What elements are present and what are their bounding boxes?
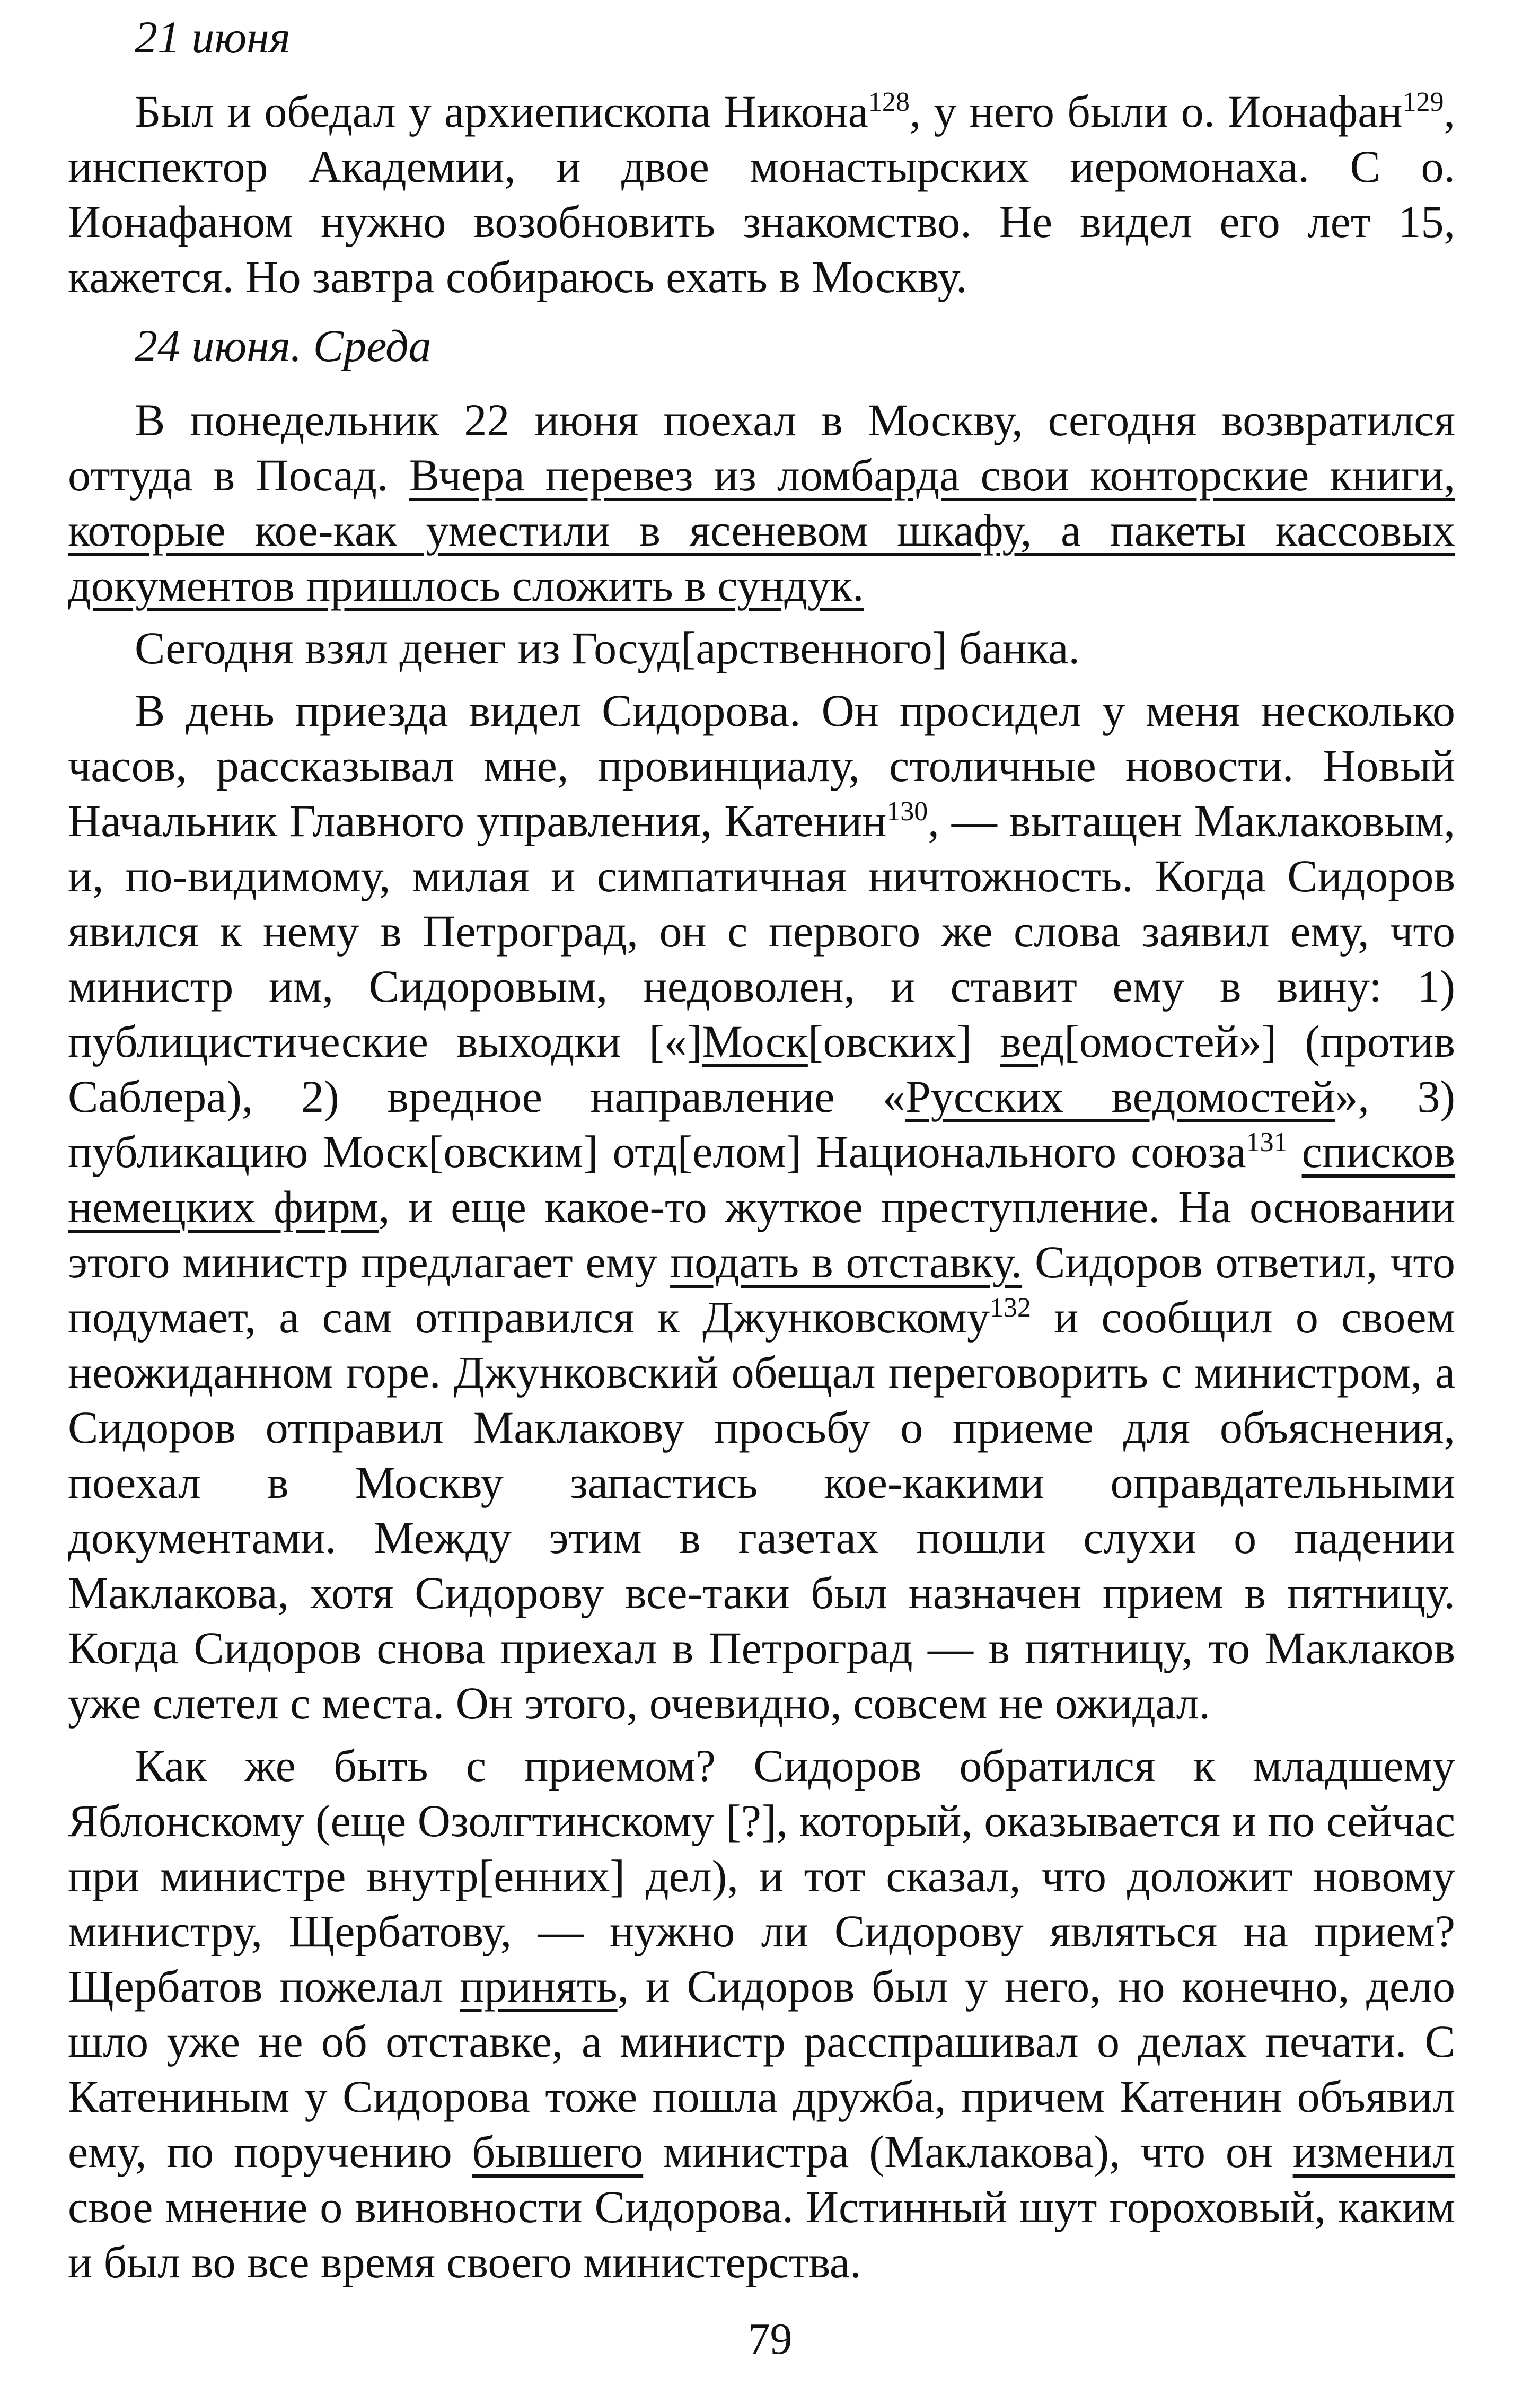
footnote-ref: 132 [989,1293,1031,1323]
footnote-ref: 130 [886,796,928,827]
text: [омостей»] (против Саблера), 2) вредное направление « [68,1016,1456,1122]
underlined-text: Моск [702,1016,808,1067]
underlined-text: списков немецких фирм [68,1126,1456,1232]
text: [овских] [807,1016,1000,1067]
text: Как же быть с приемом? Сидоров обратился к младшему Яблонскому (еще Озолгтинскому [?], который, оказывается и по сейчас при министре внутр[енних] дел), и тот сказал, что доложит новому министру, Щербатову, — нужно ли Сидорову являться на прием? Щербатов пожелал [68,1740,1455,2012]
text [1288,1126,1302,1177]
underlined-text: подать в отставку. [670,1236,1023,1287]
text: Был и обедал у архиепископа Никона [135,86,868,137]
underlined-text: изменил [1292,2126,1455,2177]
underlined-text: Вчера перевез из ломбарда свои конторские книги, которые кое-как уместили в ясеневом шкафу, а пакеты кассовых документов пришлось сложить в сундук. [68,450,1455,611]
text: В день приезда видел Сидорова. Он просидел у меня несколько часов, рассказывал мне, провинциалу, столичные новости. Новый Начальник Главного управления, Катенин [68,685,1455,846]
paragraph: Сегодня взял денег из Госуд[арственного] банка. [135,622,1080,673]
text: , — вытащен Маклаковым, и, по-видимому, милая и симпатичная ничтожность. Когда Сидоров явился к нему в Петроград, он с первого же слова заявил ему, что министр им, Сидоровым, недоволен, и ставит ему в вину: 1) публицистические выходки [«] [68,795,1455,1067]
text: В понедельник 22 июня поехал в Москву, сегодня возвратился оттуда в Посад. [68,394,1455,501]
text: », 3) публикацию Моск[овским] отд[елом] Национального союза [68,1071,1456,1177]
text: , и еще какое-то жуткое преступление. На основании этого министр предлагает ему [68,1181,1456,1287]
underlined-text: вед [1000,1016,1064,1067]
paragraph [68,683,1455,1731]
text: свое мнение о виновности Сидорова. Истинный шут гороховый, каким и был во все время своего министерства. [68,2181,1455,2287]
text: Сидоров ответил, что подумает, а сам отправился к Джунковскому [68,1236,1455,1343]
entry-date-heading: 24 июня. Среда [135,320,432,371]
page-number: 79 [747,2314,793,2364]
underlined-text: принять [460,1961,618,2012]
underlined-text: бывшего [472,2126,644,2177]
paragraph [68,1738,1455,2289]
text: министра (Маклакова), что он [643,2126,1293,2177]
footnote-ref: 131 [1246,1127,1288,1157]
paragraph [68,84,1455,304]
text: , и Сидоров был у него, но конечно, дело шло уже не об отставке, а министр расспрашивал о делах печати. С Катениным у Сидорова тоже пошла дружба, причем Катенин объявил ему, по поручению [68,1961,1455,2177]
entry-date-heading: 21 июня [135,12,291,63]
footnote-ref: 128 [868,87,910,117]
text: , инспектор Академии, и двое монастырских иеромонаха. С о. Ионафаном нужно возобновить знакомство. Не видел его лет 15, кажется. Но завтра собираюсь ехать в Москву. [68,86,1455,302]
underlined-text: Русских ведомостей [905,1071,1335,1122]
text: , у него были о. Ионафан [909,86,1403,137]
text: и сообщил о своем неожиданном горе. Джунковский обещал переговорить с министром, а Сидоров отправил Маклакову просьбу о приеме для объяснения, поехал в Москву запастись кое-какими оправдательными документами. Между этим в газетах пошли слухи о падении Маклакова, хотя Сидорову все-таки был назначен прием в пятницу. Когда Сидоров снова приехал в Петроград — в пятницу, то Маклаков уже слетел с места. Он этого, очевидно, совсем не ожидал. [68,1292,1455,1729]
paragraph [68,392,1455,613]
footnote-ref: 129 [1402,87,1444,117]
